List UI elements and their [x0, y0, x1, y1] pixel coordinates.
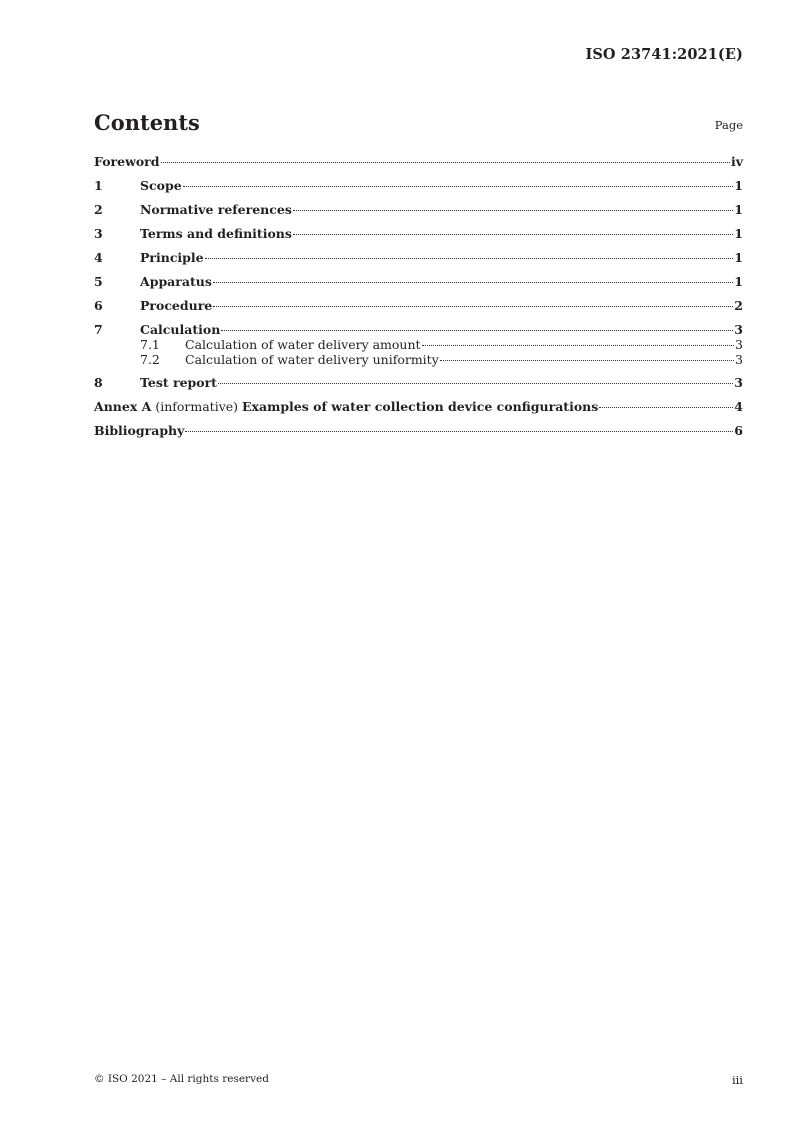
- toc-entry-scope[interactable]: [94, 178, 743, 194]
- toc-entry-title: Foreword: [94, 154, 160, 169]
- toc-entry-terms-and-definitions[interactable]: [94, 226, 743, 242]
- toc-entry-title: Scope: [140, 178, 182, 193]
- toc-entry-foreword[interactable]: [94, 154, 743, 170]
- toc-entry-normative-references[interactable]: [94, 202, 743, 218]
- toc-entry-title: Principle: [140, 250, 204, 265]
- toc-entry-page: 3: [734, 322, 743, 337]
- toc-entry-page: 1: [734, 226, 743, 241]
- toc-entry-page: 3: [735, 337, 743, 352]
- toc-entry-title: Terms and definitions: [140, 226, 292, 241]
- dot-leader: [293, 210, 733, 211]
- toc-entry-number: 8: [94, 375, 103, 390]
- toc-entry-number: 2: [94, 202, 103, 217]
- toc-entry-page: 2: [734, 298, 743, 313]
- toc-entry-title: Bibliography: [94, 423, 185, 438]
- toc-entry-number: 7.2: [140, 351, 160, 367]
- toc-entry-number: 1: [94, 178, 103, 193]
- annex-note: (informative): [151, 399, 243, 414]
- toc-entry-calculation[interactable]: [94, 322, 743, 338]
- toc-entry-annex-a[interactable]: [94, 399, 743, 415]
- dot-leader: [205, 258, 734, 259]
- toc-entry-page: 6: [734, 423, 743, 438]
- toc-entry-apparatus[interactable]: [94, 274, 743, 290]
- toc-entry-title: [94, 399, 598, 415]
- toc-entry-title: Calculation: [140, 322, 221, 337]
- toc-entry-title: Normative references: [140, 202, 292, 217]
- toc-entry-page: iv: [730, 154, 743, 169]
- toc-entry-number: 7: [94, 322, 103, 337]
- toc-entry-page: 1: [734, 202, 743, 217]
- page-number: iii: [731, 1073, 743, 1087]
- toc-subentry-water-delivery-amount[interactable]: [94, 338, 743, 353]
- dot-leader: [599, 407, 733, 408]
- document-id: ISO 23741:2021(E): [585, 46, 743, 63]
- toc-entry-number: 5: [94, 274, 103, 289]
- contents-heading: Contents: [94, 110, 200, 135]
- toc-entry-test-report[interactable]: [94, 375, 743, 391]
- toc-entry-page: 1: [734, 274, 743, 289]
- dot-leader: [440, 360, 734, 361]
- toc-entry-number: 3: [94, 226, 103, 241]
- toc-entry-page: 3: [734, 375, 743, 390]
- dot-leader: [218, 383, 733, 384]
- toc-entry-title: Procedure: [140, 298, 213, 313]
- toc-entry-bibliography[interactable]: [94, 423, 743, 439]
- dot-leader: [185, 431, 733, 432]
- dot-leader: [213, 282, 733, 283]
- toc-entry-page: 1: [734, 178, 743, 193]
- toc-entry-title: Calculation of water delivery amount: [185, 337, 421, 352]
- toc-entry-page: 1: [734, 250, 743, 265]
- dot-leader: [183, 186, 734, 187]
- toc-entry-title: Apparatus: [140, 274, 212, 289]
- toc-entry-number: 7.1: [140, 337, 160, 352]
- toc-entry-principle[interactable]: [94, 250, 743, 266]
- dot-leader: [293, 234, 733, 235]
- toc-entry-page: 3: [735, 351, 743, 367]
- dot-leader: [221, 330, 733, 331]
- page-column-label: Page: [714, 118, 743, 132]
- annex-title: Examples of water collection device configurations: [242, 399, 599, 414]
- dot-leader: [213, 306, 733, 307]
- toc-entry-title: Calculation of water delivery uniformity: [185, 351, 439, 367]
- toc-entry-number: 4: [94, 250, 103, 265]
- toc-entry-procedure[interactable]: [94, 298, 743, 314]
- toc-entry-page: 4: [734, 399, 743, 414]
- annex-label: Annex A: [94, 399, 152, 414]
- dot-leader: [161, 162, 730, 163]
- toc-entry-title: Test report: [140, 375, 217, 390]
- toc-entry-number: 6: [94, 298, 103, 313]
- toc-subentry-water-delivery-uniformity[interactable]: [94, 353, 743, 368]
- copyright-notice: © ISO 2021 – All rights reserved: [94, 1073, 269, 1085]
- table-of-contents: [94, 154, 743, 439]
- dot-leader: [422, 345, 734, 346]
